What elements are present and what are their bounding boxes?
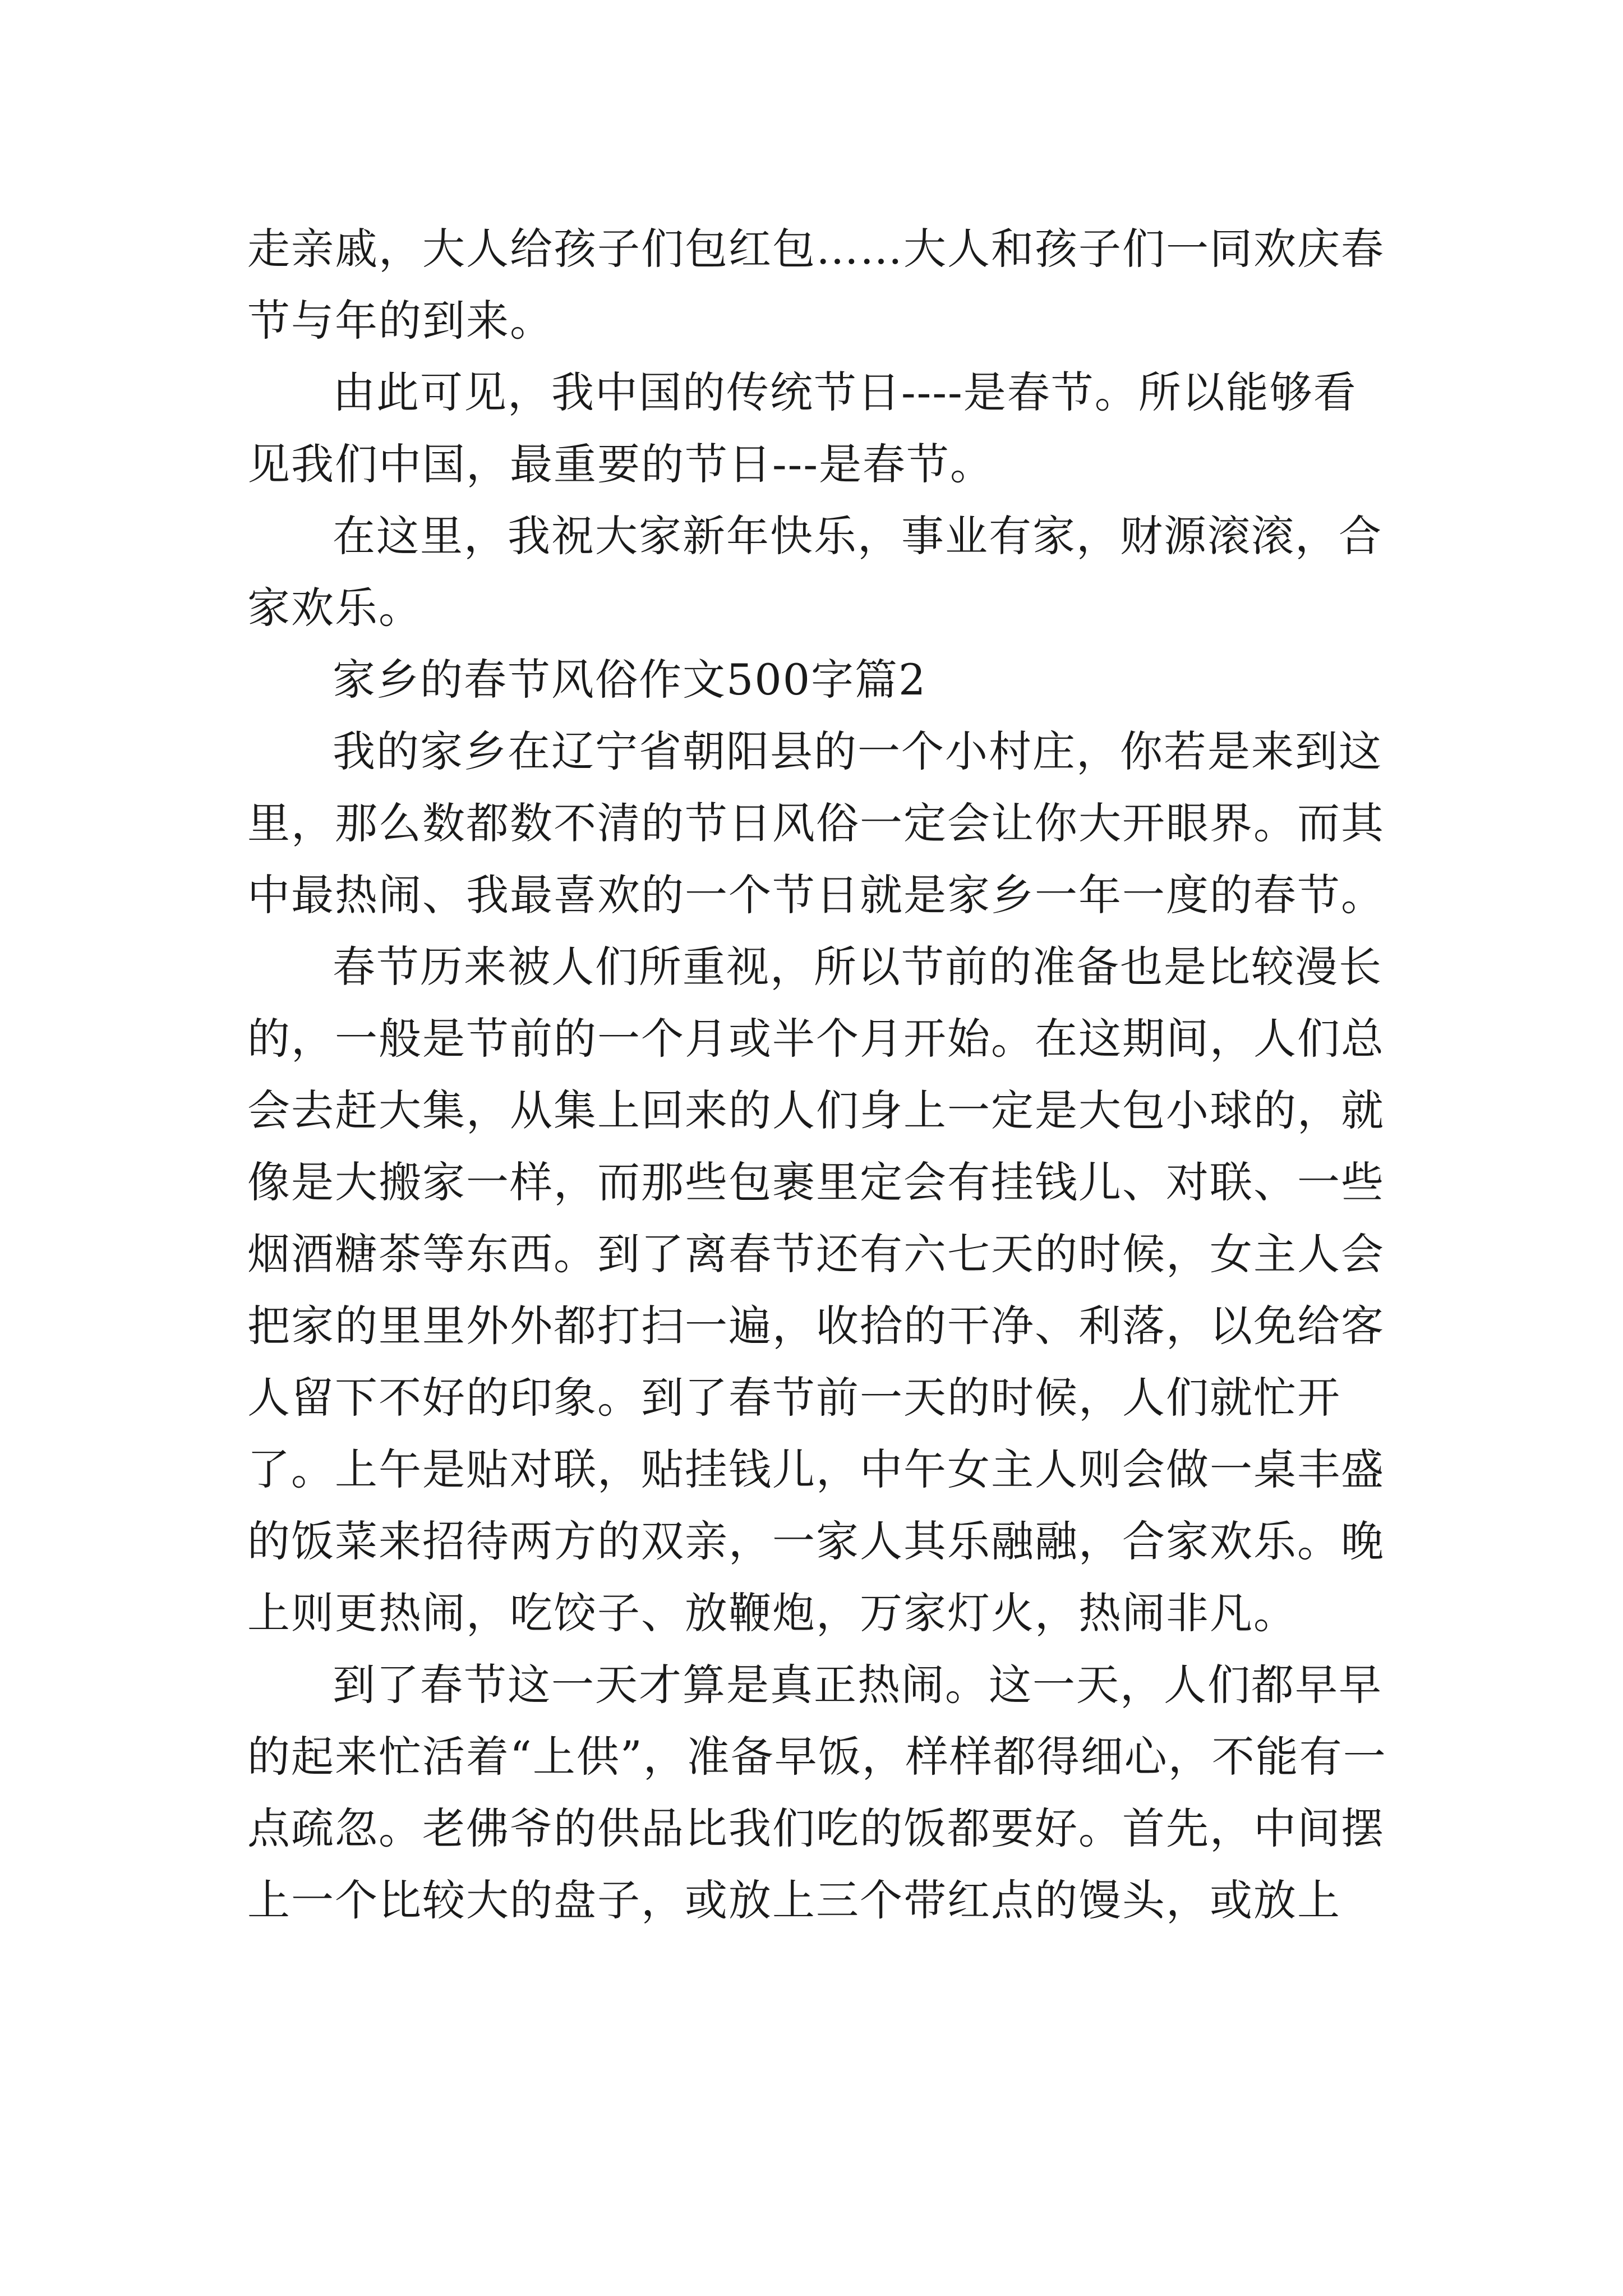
document-body: [247, 213, 1391, 1936]
paragraph: 在这里，我祝大家新年快乐，事业有家，财源滚滚，合家欢乐。: [247, 511, 1382, 633]
paragraph: 到了春节这一天才算是真正热闹。这一天，人们都早早的起来忙活着“上供”，准备早饭，样样都得细心，不能有一点疏忽。老佛爷的供品比我们吃的饭都要好。首先，中间摆上一个比较大的盘子，或放上三个带红点的馒头，或放上: [247, 1660, 1387, 1925]
paragraph: 春节历来被人们所重视，所以节前的准备也是比较漫长的，一般是节前的一个月或半个月开始。在这期间，人们总会去赶大集，从集上回来的人们身上一定是大包小球的，就像是大搬家一样，而那些包裹里定会有挂钱儿、对联、一些烟酒糖茶等东西。到了离春节还有六七天的时候，女主人会把家的里里外外都打扫一遍，收拾的干净、利落，以免给客人留下不好的印象。到了春节前一天的时候，人们就忙开了。上午是贴对联，贴挂钱儿，中午女主人则会做一桌丰盛的饭菜来招待两方的双亲，一家人其乐融融，合家欢乐。晚上则更热闹，吃饺子、放鞭炮，万家灯火，热闹非凡。: [247, 942, 1385, 1638]
paragraph: 由此可见，我中国的传统节日----是春节。所以能够看见我们中国，最重要的节日---是春节。: [247, 367, 1357, 489]
paragraph-continuation: 走亲戚，大人给孩子们包红包……大人和孩子们一同欢庆春节与年的到来。: [247, 224, 1385, 346]
paragraph: 我的家乡在辽宁省朝阳县的一个小村庄，你若是来到这里，那么数都数不清的节日风俗一定会让你大开眼界。而其中最热闹、我最喜欢的一个节日就是家乡一年一度的春节。: [247, 726, 1385, 920]
section-heading: 家乡的春节风俗作文500字篇2: [333, 655, 927, 705]
